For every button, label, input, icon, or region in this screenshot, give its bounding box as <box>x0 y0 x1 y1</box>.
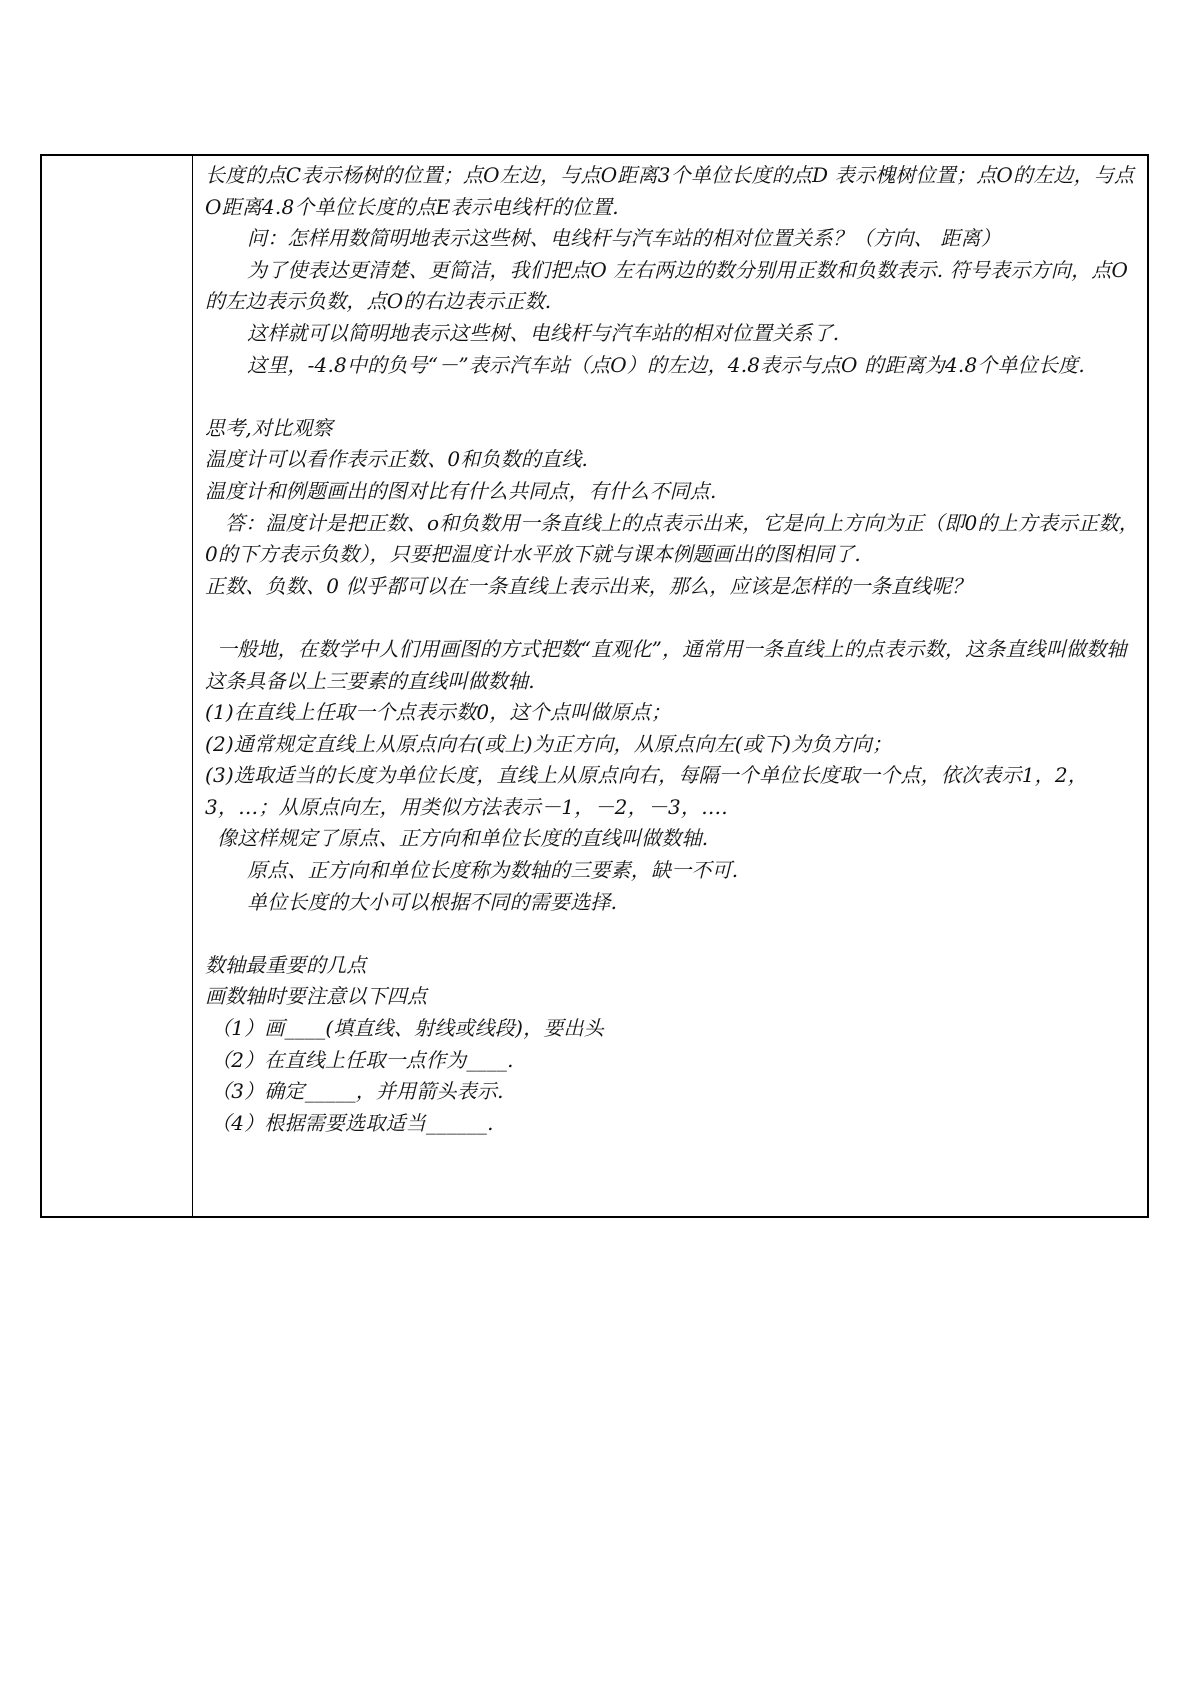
paragraph-answer: 答：温度计是把正数、o和负数用一条直线上的点表示出来，它是向上方向为正（即0的上方表示正数，0的下方表示负数），只要把温度计水平放下就与课本例题画出的图相同了. <box>205 510 1139 567</box>
left-column-cell <box>42 156 193 1216</box>
list-item-unit-length: (3)选取适当的长度为单位长度，直线上从原点向右，每隔一个单位长度取一个点，依次表示1，2，3，…；从原点向左，用类似方法表示－1，－2，－3，…. <box>205 763 1088 819</box>
paragraph-three-elements: 这条具备以上三要素的直线叫做数轴. <box>205 668 535 693</box>
heading-key-points: 数轴最重要的几点 <box>205 952 367 977</box>
paragraph-unit-choice: 单位长度的大小可以根据不同的需要选择. <box>247 889 618 914</box>
paragraph-explain-signs: 为了使表达更清楚、更简洁，我们把点O 左右两边的数分别用正数和负数表示. 符号表示方向，点O的左边表示负数，点O的右边表示正数. <box>205 257 1129 314</box>
paragraph-compare-question: 温度计和例题画出的图对比有什么共同点，有什么不同点. <box>205 478 717 503</box>
paragraph-negative-sign: 这里，-4.8中的负号“－”表示汽车站（点O）的左边，4.8表示与点O 的距离为4.8个单位长度. <box>247 352 1085 377</box>
fill-blank-item-3: （3）确定_____，并用箭头表示. <box>211 1079 504 1104</box>
lesson-table <box>40 154 1149 1218</box>
paragraph-number-line-intro: 一般地，在数学中人们用画图的方式把数“直观化”，通常用一条直线上的点表示数，这条直线叫做数轴 <box>217 636 1127 661</box>
paragraph-definition: 像这样规定了原点、正方向和单位长度的直线叫做数轴. <box>217 826 709 851</box>
paragraph-question: 问：怎样用数简明地表示这些树、电线杆与汽车站的相对位置关系？（方向、 距离） <box>247 226 1001 251</box>
blank-line <box>205 381 1139 413</box>
content-cell <box>193 156 1147 1216</box>
fill-blank-item-1: （1）画____(填直线、射线或线段)，要出头 <box>211 1016 604 1041</box>
paragraph-line-question: 正数、负数、0 似乎都可以在一条直线上表示出来，那么，应该是怎样的一条直线呢？ <box>205 573 972 598</box>
blank-line <box>205 602 1139 634</box>
blank-line <box>205 918 1139 950</box>
fill-blank-item-2: （2）在直线上任取一点作为____. <box>211 1047 514 1072</box>
list-item-origin: (1)在直线上任取一个点表示数0，这个点叫做原点； <box>205 700 672 725</box>
paragraph-thermometer: 温度计可以看作表示正数、0和负数的直线. <box>205 447 589 472</box>
paragraph-elements: 原点、正方向和单位长度称为数轴的三要素，缺一不可. <box>247 858 739 883</box>
list-item-direction: (2)通常规定直线上从原点向右(或上)为正方向，从原点向左(或下)为负方向； <box>205 731 893 756</box>
paragraph-summary: 这样就可以简明地表示这些树、电线杆与汽车站的相对位置关系了. <box>247 320 840 345</box>
paragraph-1: 长度的点C表示杨树的位置；点O左边，与点O距离3个单位长度的点D 表示槐树位置；点O的左边，与点O距离4.8个单位长度的点E表示电线杆的位置. <box>205 163 1135 219</box>
fill-blank-item-4: （4）根据需要选取适当______. <box>211 1110 494 1135</box>
heading-think-compare: 思考,对比观察 <box>205 415 333 440</box>
paragraph-four-points: 画数轴时要注意以下四点 <box>205 984 428 1009</box>
